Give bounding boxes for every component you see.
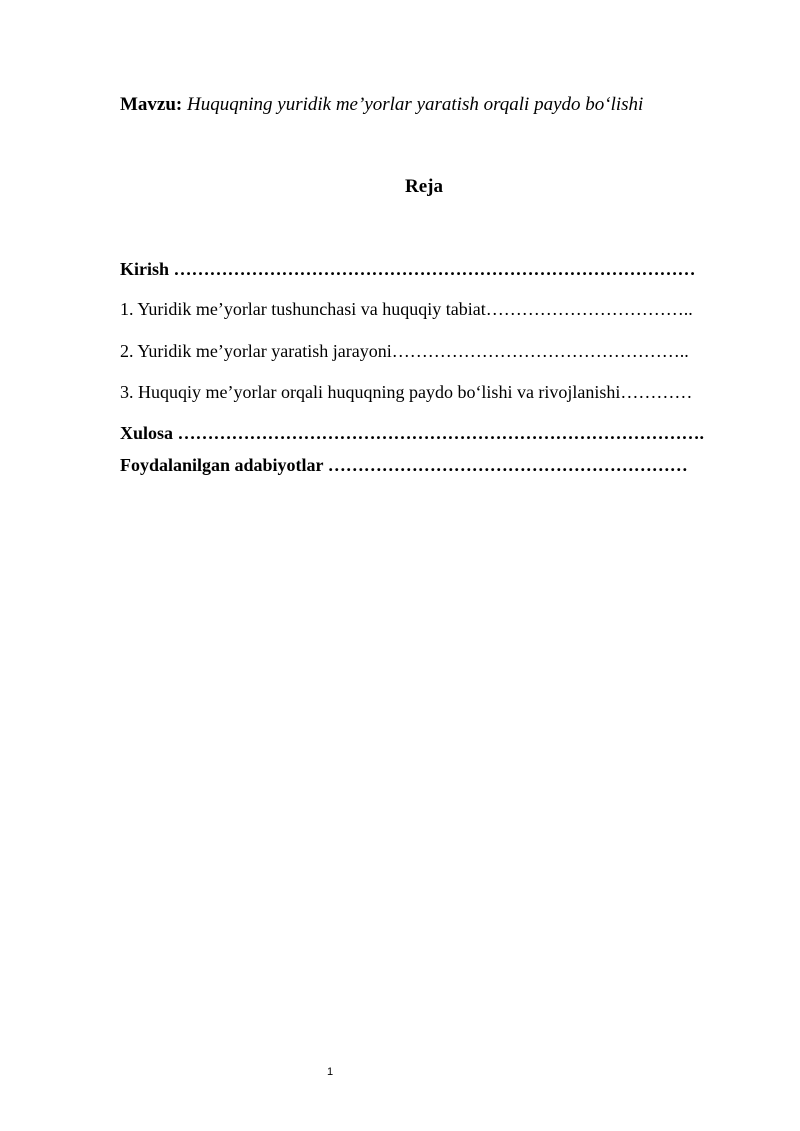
topic-title: Huquqning yuridik me’yorlar yaratish orqali paydo bo‘lishi — [187, 94, 644, 115]
plan-heading: Reja — [405, 176, 443, 197]
toc-entry-2: 2. Yuridik me’yorlar yaratish jarayoni………………………………………….. — [120, 341, 689, 361]
page-number: 1 — [326, 1066, 334, 1078]
topic-label: Mavzu: — [120, 94, 183, 115]
toc-entry-1: 1. Yuridik me’yorlar tushunchasi va huquqiy tabiat…………………………….. — [120, 299, 693, 319]
toc-entry-references: Foydalanilgan adabiyotlar …………………………………………………… — [120, 455, 688, 475]
toc-entry-conclusion: Xulosa ……………………………………………………………………………. — [120, 423, 705, 443]
topic-line — [120, 94, 643, 116]
toc-entry-introduction: Kirish …………………………………………………………………………… — [120, 259, 696, 279]
toc-entry-3: 3. Huquqiy me’yorlar orqali huquqning paydo bo‘lishi va rivojlanishi………… — [120, 382, 693, 402]
